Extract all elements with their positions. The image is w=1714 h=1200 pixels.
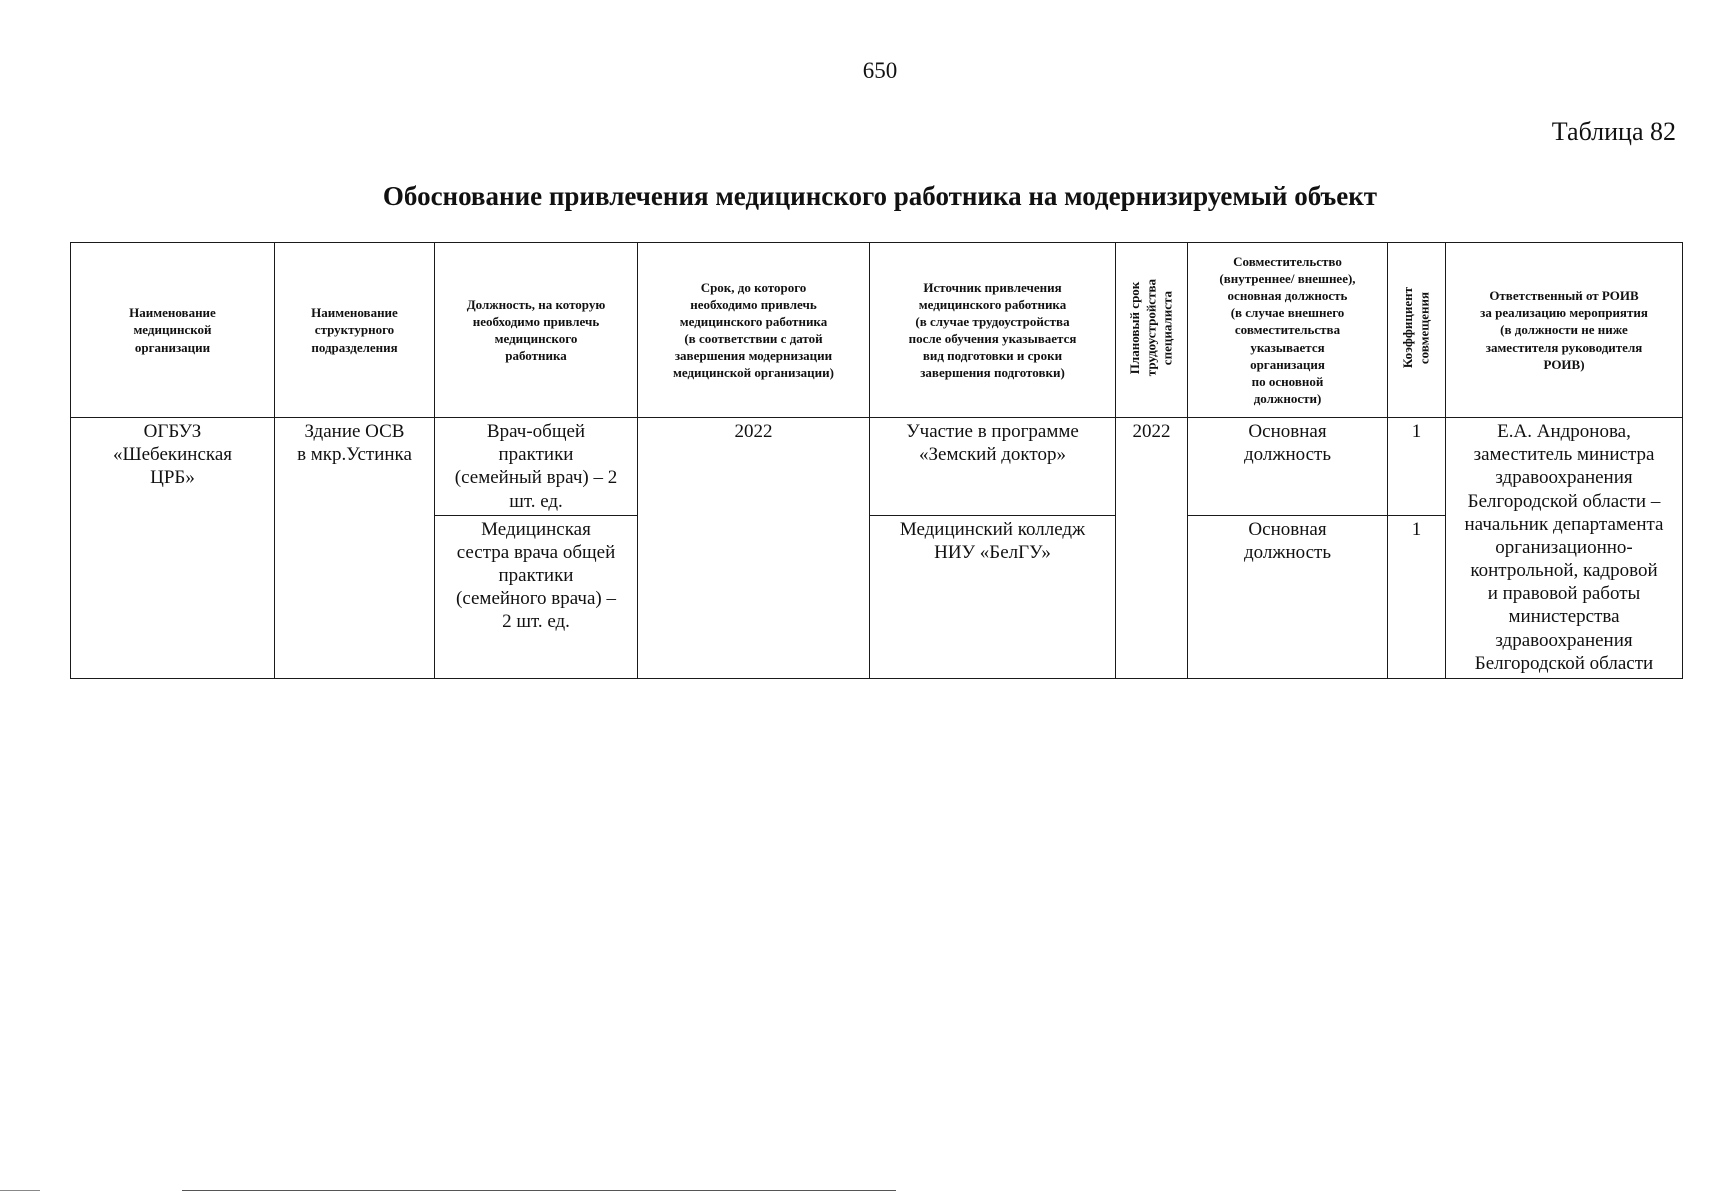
cell-position: Врач-общей практики (семейный врач) – 2 шт. ед. [435, 418, 638, 516]
table-header-row [71, 243, 1683, 418]
table-row [71, 418, 1683, 516]
cell-combination: Основная должность [1188, 515, 1388, 678]
header-planned-term-text: Плановый срок трудоустройства специалиста [1127, 279, 1175, 377]
header-deadline: Срок, до которого необходимо привлечь медицинского работника (в соответствии с датой завершения модернизации медицинской организации) [638, 243, 870, 418]
cell-coefficient: 1 [1388, 515, 1446, 678]
document-title: Обоснование привлечения медицинского работника на модернизируемый объект [382, 181, 1378, 211]
cell-organization: ОГБУЗ «Шебекинская ЦРБ» [71, 418, 275, 679]
cell-position: Медицинская сестра врача общей практики (семейного врача) – 2 шт. ед. [435, 515, 638, 678]
justification-table [70, 242, 1683, 679]
cell-responsible: Е.А. Андронова, заместитель министра здравоохранения Белгородской области – начальник департамента организационно- контрольной, кадровой и правовой работы министерства здравоохранения Белгородской области [1446, 418, 1683, 679]
cell-coefficient: 1 [1388, 418, 1446, 516]
cell-unit: Здание ОСВ в мкр.Устинка [275, 418, 435, 679]
page-number: 650 [862, 58, 898, 83]
table-caption: Таблица 82 [1551, 117, 1676, 146]
footnote-rule [182, 1190, 896, 1191]
header-coefficient-text: Коэффициент совмещения [1400, 287, 1432, 369]
cell-source: Медицинский колледж НИУ «БелГУ» [870, 515, 1116, 678]
header-combination: Совместительство (внутреннее/ внешнее), основная должность (в случае внешнего совместительства указывается организация по основной должности) [1188, 243, 1388, 418]
cell-deadline: 2022 [638, 418, 870, 679]
cell-source: Участие в программе «Земский доктор» [870, 418, 1116, 516]
header-position: Должность, на которую необходимо привлечь медицинского работника [435, 243, 638, 418]
header-coefficient [1388, 243, 1446, 418]
cell-combination: Основная должность [1188, 418, 1388, 516]
header-organization: Наименование медицинской организации [71, 243, 275, 418]
header-planned-term [1116, 243, 1188, 418]
scan-edge-line [0, 1190, 40, 1191]
header-responsible: Ответственный от РОИВ за реализацию мероприятия (в должности не ниже заместителя руководителя РОИВ) [1446, 243, 1683, 418]
cell-planned-term: 2022 [1116, 418, 1188, 679]
header-unit: Наименование структурного подразделения [275, 243, 435, 418]
header-source: Источник привлечения медицинского работника (в случае трудоустройства после обучения указывается вид подготовки и сроки завершения подготовки) [870, 243, 1116, 418]
